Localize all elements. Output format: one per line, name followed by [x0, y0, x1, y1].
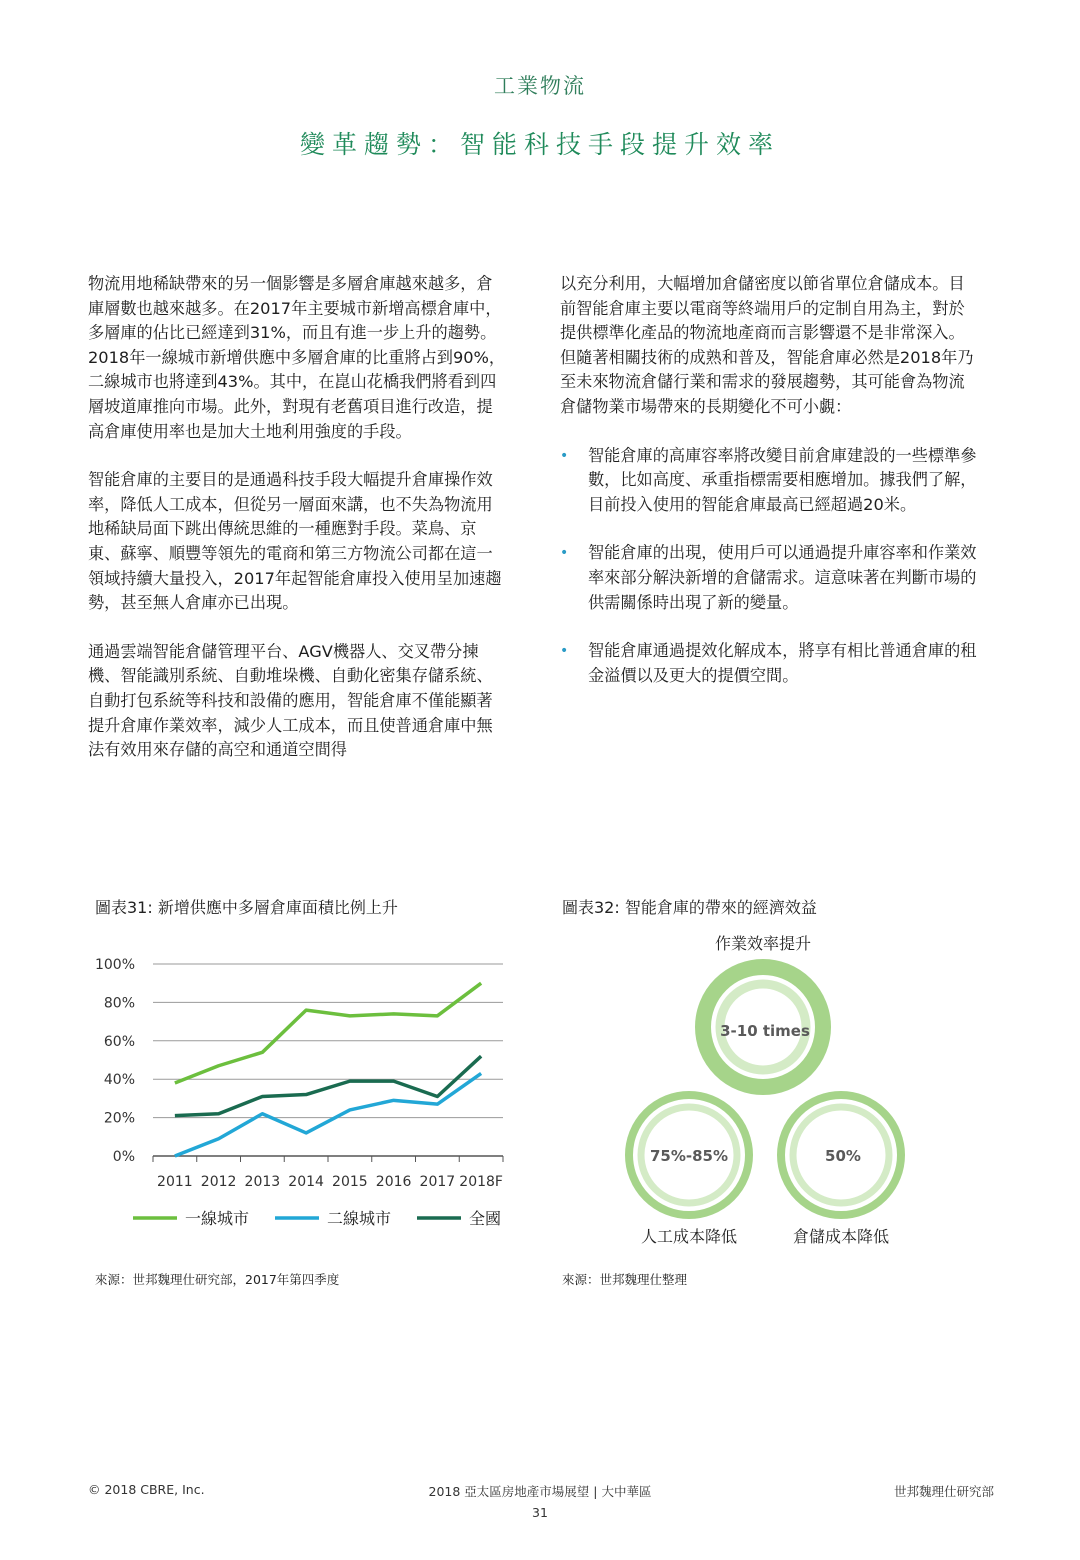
bullet-list [560, 444, 980, 689]
x-tick-label: 2013 [244, 1174, 281, 1190]
x-tick-label: 2018F [459, 1174, 503, 1190]
section-label: 工業物流 [494, 74, 586, 98]
legend-label: 全國 [469, 1209, 502, 1228]
benefit-ring-diagram [560, 925, 1000, 1255]
footer-department: 世邦魏理仕研究部 [893, 1484, 994, 1499]
list-item [560, 444, 980, 518]
right-column [560, 272, 980, 712]
y-tick-label: 40% [103, 1072, 135, 1089]
footer-publication: 2018 亞太區房地產市場展望 | 大中華區 [428, 1484, 652, 1499]
x-tick-label: 2012 [200, 1174, 237, 1190]
paragraph: 以充分利用，大幅增加倉儲密度以節省單位倉儲成本。目前智能倉庫主要以電商等終端用戶的定制自用為主，對於提供標準化產品的物流地產商而言影響還不是非常深入。但隨著相關技術的成熟和普及，智能倉庫必然是2018年乃至未來物流倉儲行業和需求的發展趨勢，其可能會為物流倉儲物業市場帶來的長期變化不可小覷： [560, 274, 974, 416]
figure32-title: 圖表32: 智能倉庫的帶來的經濟效益 [562, 898, 817, 917]
x-tick-label: 2015 [332, 1174, 368, 1190]
ring-top-value: 3-10 times [720, 1022, 810, 1040]
list-item [560, 541, 980, 615]
figure31-title: 圖表31: 新增供應中多層倉庫面積比例上升 [95, 898, 398, 917]
legend-label: 一線城市 [185, 1209, 250, 1228]
list-item-text: 智能倉庫的高庫容率將改變目前倉庫建設的一些標準參數，比如高度、承重指標需要相應增加。據我們了解，目前投入使用的智能倉庫最高已經超過20米。 [588, 445, 977, 514]
bullet-icon: • [560, 643, 569, 660]
page-number: 31 [532, 1505, 548, 1520]
x-tick-label: 2016 [375, 1174, 412, 1190]
x-tick-label: 2014 [288, 1174, 324, 1190]
list-item [560, 639, 980, 688]
ring-left-value: 75%-85% [649, 1147, 729, 1165]
page-title: 變革趨勢：智能科技手段提升效率 [299, 130, 780, 159]
paragraph: 通過雲端智能倉儲管理平台、AGV機器人、交叉帶分揀機、智能識別系統、自動堆垛機、自動化密集存儲系統、自動打包系統等科技和設備的應用，智能倉庫不僅能顯著提升倉庫作業效率，減少人工成本，而且使普通倉庫中無法有效用來存儲的高空和通道空間得 [88, 641, 493, 760]
y-tick-label: 80% [103, 995, 135, 1012]
bullet-icon: • [560, 447, 569, 464]
paragraph: 智能倉庫的主要目的是通過科技手段大幅提升倉庫操作效率，降低人工成本，但從另一層面來講，也不失為物流用地稀缺局面下跳出傳統思維的一種應對手段。菜鳥、京東、蘇寧、順豐等領先的電商和第三方物流公司都在這一領域持續大量投入，2017年起智能倉庫投入使用呈加速趨勢，甚至無人倉庫亦已出現。 [88, 470, 502, 613]
y-tick-label: 0% [112, 1149, 135, 1165]
footer-copyright: © 2018 CBRE, Inc. [88, 1482, 205, 1497]
y-tick-label: 60% [103, 1033, 135, 1050]
legend-label: 二線城市 [327, 1209, 392, 1228]
figure31-source: 來源：世邦魏理仕研究部，2017年第四季度 [95, 1272, 340, 1287]
paragraph: 物流用地稀缺帶來的另一個影響是多層倉庫越來越多，倉庫層數也越來越多。在2017年主要城市新增高標倉庫中，多層庫的佔比已經達到31%，而且有進一步上升的趨勢。 2018年一線城市新增供應中多層倉庫的比重將占到90%，二線城市也將達到43%。其中，在崑山花橋我們將看到四層坡道庫推向市場。此外，對現有老舊項目進行改造，提高倉庫使用率也是加大土地利用強度的手段。 [88, 274, 506, 441]
ring-right-value: 50% [825, 1147, 861, 1165]
figure32-source: 來源：世邦魏理仕整理 [562, 1272, 688, 1287]
ring-right-label: 倉儲成本降低 [792, 1227, 890, 1246]
ring-left-label: 人工成本降低 [640, 1227, 738, 1246]
left-column [88, 272, 508, 787]
bullet-icon: • [560, 545, 569, 562]
list-item-text: 智能倉庫通過提效化解成本，將享有相比普通倉庫的租金溢價以及更大的提價空間。 [588, 641, 977, 685]
y-tick-label: 100% [94, 957, 135, 973]
series-line [175, 983, 481, 1083]
y-tick-label: 20% [103, 1110, 135, 1127]
x-tick-label: 2011 [157, 1174, 193, 1190]
x-tick-label: 2017 [419, 1174, 456, 1190]
line-chart [85, 940, 525, 1250]
ring-top-label: 作業效率提升 [714, 934, 812, 953]
list-item-text: 智能倉庫的出現，使用戶可以通過提升庫容率和作業效率來部分解決新增的倉儲需求。這意味著在判斷市場的供需關係時出現了新的變量。 [588, 543, 977, 612]
